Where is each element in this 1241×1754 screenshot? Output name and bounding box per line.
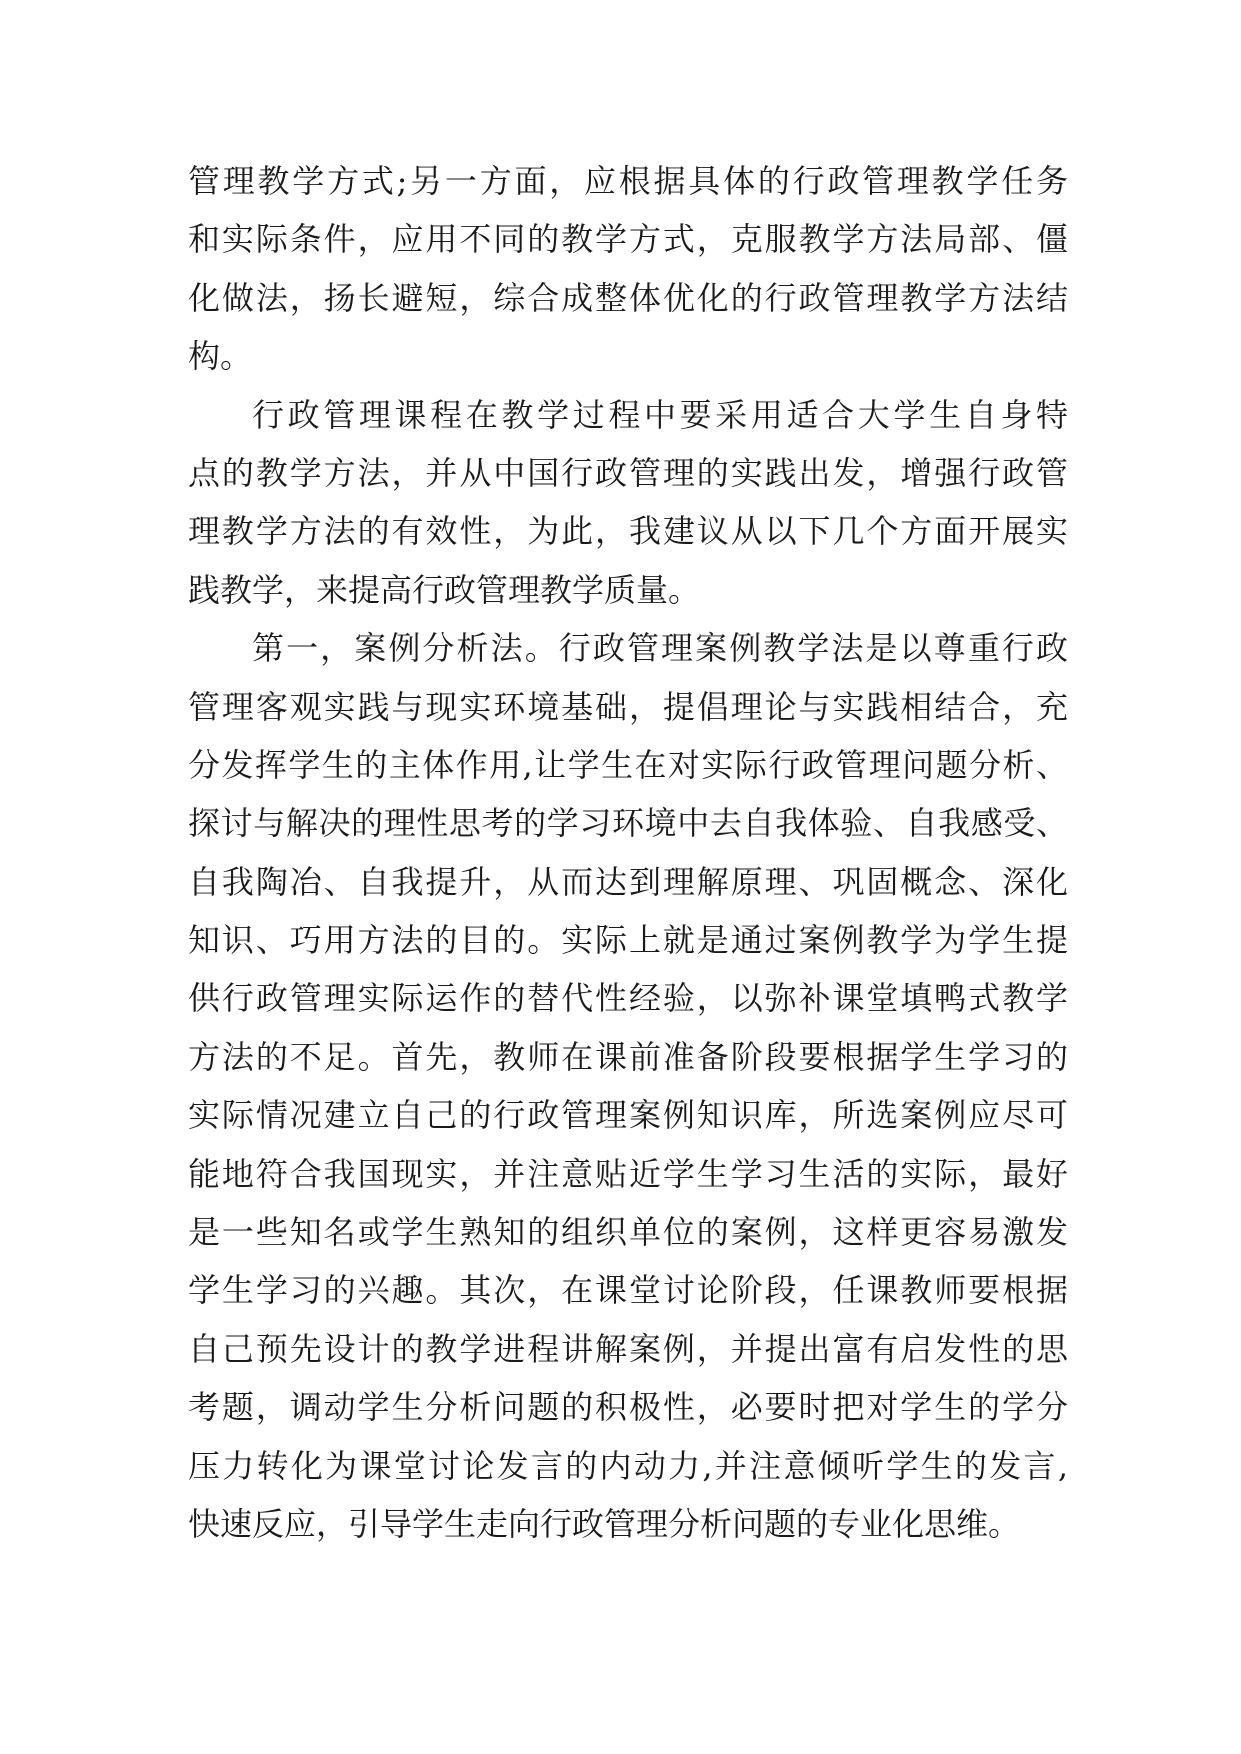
paragraph-line: 考题，调动学生分析问题的积极性，必要时把对学生的学分 — [188, 1388, 1068, 1427]
paragraph-line: 快速反应，引导学生走向行政管理分析问题的专业化思维。 — [188, 1504, 1021, 1543]
paragraph-line: 实际情况建立自己的行政管理案例知识库，所选案例应尽可 — [188, 1096, 1068, 1135]
paragraph-line: 学生学习的兴趣。其次，在课堂讨论阶段，任课教师要根据 — [188, 1271, 1068, 1310]
paragraph-line: 分发挥学生的主体作用,让学生在对实际行政管理问题分析、 — [188, 745, 1068, 784]
paragraph-line: 化做法，扬长避短，综合成整体优化的行政管理教学方法结 — [188, 278, 1068, 317]
paragraph-line: 理教学方法的有效性，为此，我建议从以下几个方面开展实 — [188, 512, 1068, 551]
paragraph-line: 点的教学方法，并从中国行政管理的实践出发，增强行政管 — [188, 453, 1068, 492]
document-body — [188, 152, 1068, 1553]
paragraph-line: 压力转化为课堂讨论发言的内动力,并注意倾听学生的发言, — [188, 1446, 1068, 1485]
paragraph-line: 供行政管理实际运作的替代性经验，以弥补课堂填鸭式教学 — [188, 979, 1068, 1018]
paragraph-line: 自我陶冶、自我提升，从而达到理解原理、巩固概念、深化 — [188, 862, 1068, 901]
paragraph-line: 构。 — [188, 337, 253, 376]
paragraph-line: 自己预先设计的教学进程讲解案例，并提出富有启发性的思 — [188, 1329, 1068, 1368]
paragraph-line: 方法的不足。首先，教师在课前准备阶段要根据学生学习的 — [188, 1037, 1068, 1076]
paragraph-line: 管理教学方式;另一方面，应根据具体的行政管理教学任务 — [188, 162, 1068, 200]
paragraph-line: 践教学，来提高行政管理教学质量。 — [188, 570, 701, 609]
paragraph-line: 和实际条件，应用不同的教学方式，克服教学方法局部、僵 — [188, 220, 1068, 259]
paragraph-line: 行政管理课程在教学过程中要采用适合大学生自身特 — [252, 395, 1068, 434]
paragraph-line: 探讨与解决的理性思考的学习环境中去自我体验、自我感受、 — [188, 804, 1068, 843]
paragraph-line: 第一，案例分析法。行政管理案例教学法是以尊重行政 — [252, 629, 1068, 668]
paragraph-line: 知识、巧用方法的目的。实际上就是通过案例教学为学生提 — [188, 921, 1068, 960]
paragraph-line: 能地符合我国现实，并注意贴近学生学习生活的实际，最好 — [188, 1154, 1068, 1193]
paragraph-line: 管理客观实践与现实环境基础，提倡理论与实践相结合，充 — [188, 687, 1068, 726]
paragraph-line: 是一些知名或学生熟知的组织单位的案例，这样更容易激发 — [188, 1213, 1068, 1252]
